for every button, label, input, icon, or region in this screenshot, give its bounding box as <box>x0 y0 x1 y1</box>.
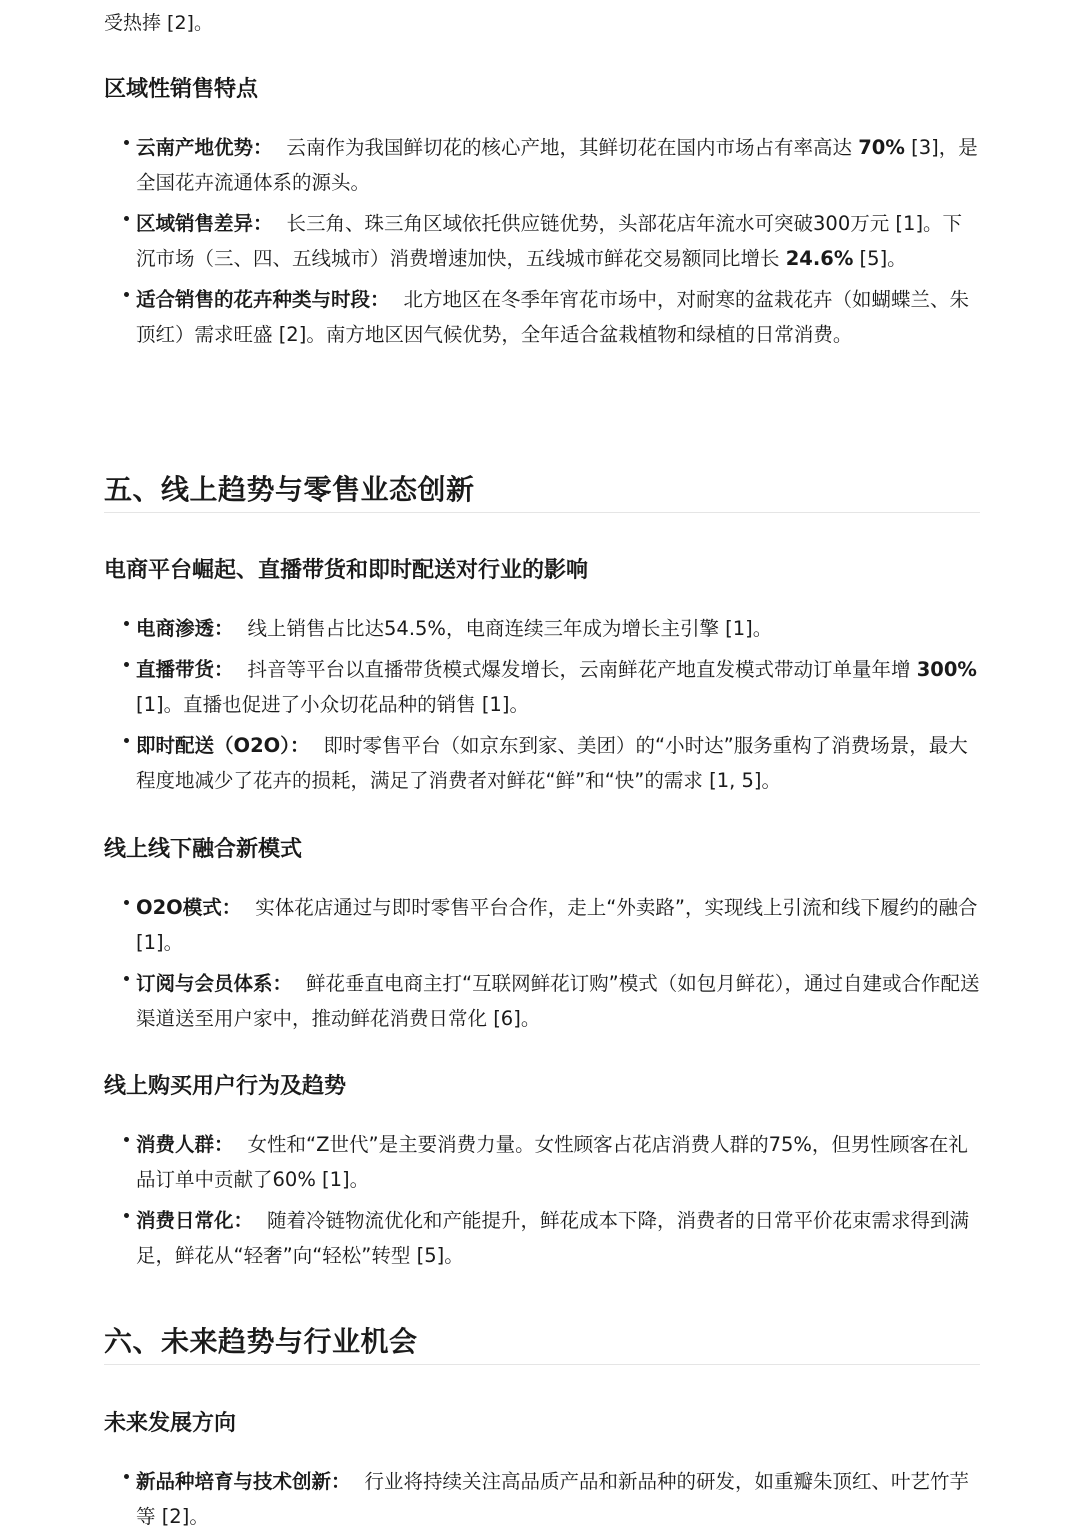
subheading-user-behavior: 线上购买用户行为及趋势 <box>104 1074 347 1099</box>
list-item <box>104 206 980 276</box>
o2o-fusion-list <box>104 890 980 1036</box>
list-item <box>104 728 980 798</box>
regional-sales-list <box>104 130 980 352</box>
list-item <box>104 130 980 200</box>
user-behavior-section <box>104 1071 980 1279</box>
item-text: 实体花店通过与即时零售平台合作，走上“外卖路”，实现线上引流和线下履约的融合 [1]。 <box>136 896 978 954</box>
item-term: 新品种培育与技术创新： <box>136 1470 351 1493</box>
user-behavior-list <box>104 1127 980 1273</box>
item-highlight-value: 70% <box>858 136 905 159</box>
online-impact-list <box>104 611 980 798</box>
subheading-o2o-fusion: 线上线下融合新模式 <box>104 837 303 862</box>
list-item <box>104 1203 980 1273</box>
subheading-online-impact: 电商平台崛起、直播带货和即时配送对行业的影响 <box>104 558 589 583</box>
item-term: 区域销售差异： <box>136 212 273 235</box>
section-divider <box>104 512 980 513</box>
item-term: 适合销售的花卉种类与时段： <box>136 288 390 311</box>
item-text: 女性和“Z世代”是主要消费力量。女性顾客占花店消费人群的75%，但男性顾客在礼品订单中贡献了60% [1]。 <box>136 1133 968 1191</box>
item-term: 云南产地优势： <box>136 136 273 159</box>
list-item <box>104 890 980 960</box>
online-impact-section <box>104 555 980 804</box>
item-text: 抖音等平台以直播带货模式爆发增长，云南鲜花产地直发模式带动订单量年增 <box>247 658 917 681</box>
regional-sales-section <box>104 74 980 358</box>
o2o-fusion-section <box>104 834 980 1042</box>
item-text: 长三角、珠三角区域依托供应链优势，头部花店年流水可突破300万元 [1]。下沉市场（三、四、五线城市）消费增速加快，五线城市鲜花交易额同比增长 <box>136 212 963 270</box>
item-text: 鲜花垂直电商主打“互联网鲜花订购”模式（如包月鲜花），通过自建或合作配送渠道送至用户家中，推动鲜花消费日常化 [6]。 <box>136 972 980 1030</box>
list-item <box>104 1127 980 1197</box>
future-direction-list <box>104 1464 980 1534</box>
section-six-title: 六、未来趋势与行业机会 <box>104 1325 418 1358</box>
section-six <box>104 1322 980 1365</box>
item-text-tail: [1]。直播也促进了小众切花品种的销售 [1]。 <box>136 693 529 716</box>
item-term: 直播带货： <box>136 658 234 681</box>
item-text: 北方地区在冬季年宵花市场中，对耐寒的盆栽花卉（如蝴蝶兰、朱顶红）需求旺盛 [2]。南方地区因气候优势，全年适合盆栽植物和绿植的日常消费。 <box>136 288 970 346</box>
list-item <box>104 282 980 352</box>
item-text: 随着冷链物流优化和产能提升，鲜花成本下降，消费者的日常平价花束需求得到满足，鲜花从“轻奢”向“轻松”转型 [5]。 <box>136 1209 970 1267</box>
item-term: O2O模式： <box>136 896 242 919</box>
subheading-future-direction: 未来发展方向 <box>104 1411 237 1436</box>
item-highlight-value: 300% <box>916 658 977 681</box>
lead-paragraph: 受热捧 [2]。 <box>104 12 213 34</box>
item-text-tail: [3]，是全国花卉流通体系的源头。 <box>136 136 978 194</box>
item-term: 消费日常化： <box>136 1209 254 1232</box>
item-term: 即时配送（O2O）： <box>136 734 310 757</box>
item-text: 即时零售平台（如京东到家、美团）的“小时达”服务重构了消费场景，最大程度地减少了花卉的损耗，满足了消费者对鲜花“鲜”和“快”的需求 [1, 5]。 <box>136 734 968 792</box>
section-five-title: 五、线上趋势与零售业态创新 <box>104 473 475 506</box>
section-five <box>104 470 980 513</box>
subheading-regional-sales: 区域性销售特点 <box>104 77 259 102</box>
list-item <box>104 611 980 646</box>
section-divider <box>104 1364 980 1365</box>
list-item <box>104 1464 980 1534</box>
item-highlight-value: 24.6% <box>785 247 854 270</box>
list-item <box>104 966 980 1036</box>
item-term: 订阅与会员体系： <box>136 972 293 995</box>
item-term: 消费人群： <box>136 1133 234 1156</box>
future-direction-section <box>104 1408 980 1540</box>
item-text-tail: [5]。 <box>853 247 907 270</box>
item-text: 云南作为我国鲜切花的核心产地，其鲜切花在国内市场占有率高达 <box>286 136 859 159</box>
item-text: 行业将持续关注高品质产品和新品种的研发，如重瓣朱顶红、叶艺竹芋等 [2]。 <box>136 1470 970 1528</box>
item-text: 线上销售占比达54.5%，电商连续三年成为增长主引擎 [1]。 <box>247 617 773 640</box>
list-item <box>104 652 980 722</box>
item-term: 电商渗透： <box>136 617 234 640</box>
